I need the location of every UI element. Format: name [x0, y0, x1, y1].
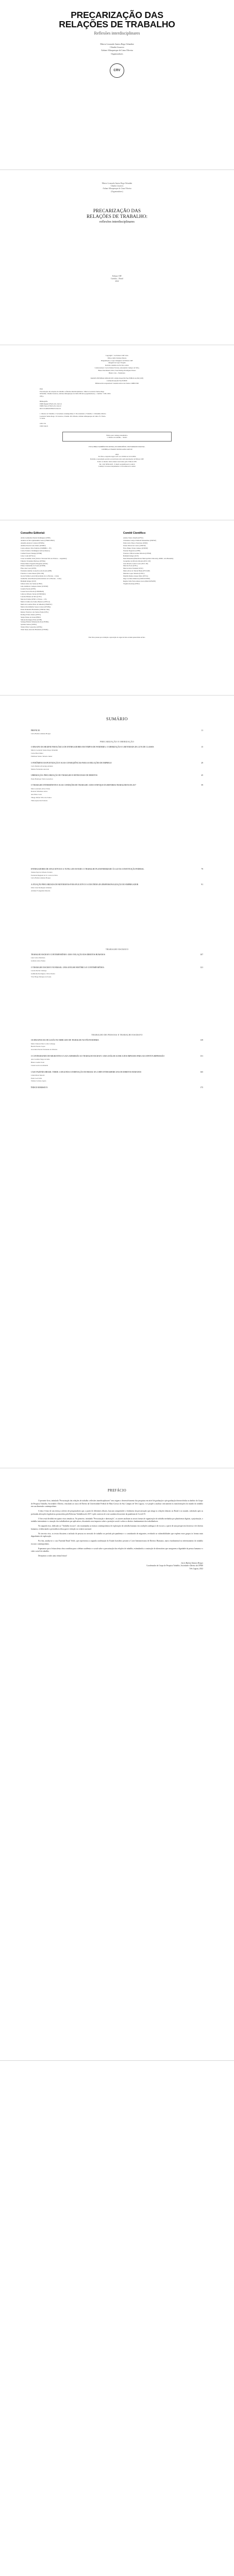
board-member: João Adalberto Campato Junior (UNESP): [21, 585, 48, 588]
toc-entry-author: Thiago Rafael Silva dos Santos: [31, 796, 52, 799]
cip-line: ISBN Físico 978-65-251-3412-9: [40, 405, 61, 408]
committee-member: Ilana Mountian (Manchester Metropolitan University, MMU, Grã-Bretanha): [123, 557, 174, 560]
board-member: Sydione Santos (UEPG): [21, 623, 37, 626]
preface-title: PREFÁCIO: [107, 1489, 127, 1493]
preface-paragraph: No terceiro eixo, os textos discutem a inclusão de pessoas no mercado de trabalho no período pós-pandemia e o contrabando de migrantes, revelando as vulnerabilidades que expõem esses grupos às formas mais degradantes de exploração.: [31, 1532, 203, 1538]
toc-entry-title: O CONTRABANDO DE MIGRANTES E A SUA SUBMISSÃO AO TRABALHO ESCRAVO: UMA ANÁLISE ACERCA DOS IMPASSES PARA SUA EFETIVA REPRESSÃO: [31, 1055, 165, 1057]
signature-role: Coordenador do Grupo de Pesquisa Trabalho, Sociedade e Direito da UFMS: [146, 1565, 203, 1567]
preface-body: [31, 1500, 203, 1558]
editorial-board-list: [21, 537, 111, 631]
catalog-heading: DADOS INTERNACIONAIS DE CATALOGAÇÃO NA PUBLICAÇÃO (CIP): [90, 377, 144, 380]
board-member: Fernando Antônio Gonçalves Alcoforado (IPB): [21, 570, 52, 572]
toc-entry-author: Roberta Valladares Alves: [31, 790, 48, 793]
board-member: Antônio Pereira Gaio Júnior (UFRRJ): [21, 544, 46, 547]
preface-page: [0, 1468, 234, 2061]
toc-entry: [31, 967, 203, 978]
toc-entry-title: ENTREGADORES DE APLICATIVOS E A TUTELA DO ESTADO: O TRABALHO PLATAFORMIZADO À LUZ DA CONSTITUIÇÃO FEDERAL: [31, 868, 144, 870]
half-title-organizer: Airlane Albuquerque de Lima Oliveira: [103, 188, 131, 190]
toc-entry-text: [31, 1039, 186, 1051]
copyright-credits: [0, 345, 234, 374]
catalog-librarian: Bibliotecária responsável: Luzenira Alves dos Santos CRB9/1506: [95, 382, 139, 384]
cip-line: CDD 344.01: [40, 425, 48, 427]
half-title-title: [0, 209, 234, 220]
toc-entry-page: 175: [200, 1087, 203, 1089]
peer-review-note: Este livro passou por avaliação e aprovação às cegas de dois ou mais pareceristas ad hoc.: [88, 636, 146, 639]
preface-paragraph: A obra é fruto de um esforço coletivo de pesquisadores que, a partir de diferentes olhares, buscam compreender o fenômeno da precarização que atinge as relações laborais no Brasil e no mundo, sobretudo após as profundas alterações legislativas promovidas pela Reforma Trabalhista de 2017 e pelo contexto de crise sanitária decorrente da pandemia de Covid-19.: [31, 1510, 203, 1515]
toc-entry-page: 91: [201, 884, 203, 886]
board-member: Andréia da Silva Quintanilha Sousa (UNIR/UFRN): [21, 539, 55, 541]
toc-entry-author: Maria Vanessa Dias Corrêa Camargo: [31, 1042, 56, 1045]
committee-member: Regina Célia Faria Amaro Giora (MACKENZIE): [123, 580, 156, 583]
board-member: Simone Rodrigues Pinto (UNB): [21, 618, 42, 621]
cip-line: Leonardo Santos Rego. II. Lissaveo, Cláudia. III. Oliveira, Airlane Albuquerque de Lima. IV. Título.: [40, 415, 106, 417]
half-title-imprint: [0, 275, 234, 283]
preface-paragraph: No segundo eixo, dedicado ao "Trabalho escravo", são examinadas as formas contemporâneas de exploração do trabalho humano em condições análogas à de escravo, a partir de uma perspectiva histórica e de direitos humanos, evidenciando a persistência dessa grave violação no cenário nacional.: [31, 1525, 203, 1530]
editorial-board-heading: Conselho Editorial:: [21, 532, 45, 535]
cip-line: CDU 331: [40, 422, 46, 425]
toc-entry-author: Carla Daniela Alvarenga Antunes: [31, 765, 53, 767]
half-title-organizer: Márcio Leonardo Santos Rego Orlandini: [102, 182, 132, 184]
toc-entry-title: O DESAFIO DA HIGIENE FISIOLÓGICA DE ENTREGADORES EM TEMPOS DE PANDEMIA: O UBERIZAÇÃO E A RETOMADA DA LUTA DE CLASSES: [31, 746, 154, 748]
cover-page: [0, 0, 234, 170]
board-member: Aldira Guimarães Duarte Domínguez (UNB): [21, 537, 51, 539]
toc-entry-text: [31, 774, 186, 780]
board-member: Marcelo Paixão (UFRJ e UTexas – US): [21, 598, 47, 600]
legal-line: Todos os direitos desta edição reservados pela: Editora CRV: [97, 460, 137, 463]
half-title-page: [0, 170, 234, 345]
scientific-committee-heading: Comitê Científico:: [123, 532, 146, 535]
toc-entry: [31, 730, 203, 735]
credit-line: Bruno Nascimento Silva, Ivan Rodrigo Rodrigues Passos: [98, 369, 136, 371]
index-line: 1. Direito do trabalho – 344.01: [107, 436, 127, 439]
signature-name: Lúcio Batista Antunes Borges: [181, 1562, 203, 1564]
toc-entry-text: [31, 1071, 186, 1083]
board-member: Carlos Federico Dominguez Avila (Unieuro): [21, 549, 50, 552]
legal-line: Conheça os nossos lançamentos: www.editoracrv.com.br: [98, 465, 136, 468]
committee-member: Érico Bruno Viana Campos (UNESP): [123, 547, 148, 549]
toc-entry-author: Lilian Maria Moretti: [31, 1074, 45, 1076]
committee-member: João Ricardo Lebert Cozac (PUC-SP): [123, 562, 148, 565]
board-member: Guillermo Arias Beatón (Universidade de La Havana – Cuba): [21, 578, 61, 580]
toc-entry-author: Tatiana Pepi de Oliveira Ferreira: [31, 871, 53, 873]
toc-entry-author: Marcos Antonio Alves Viana: [31, 787, 50, 790]
toc-entry: [31, 774, 203, 780]
toc-entry-author: Ana Carolina Veiga de Lima: [31, 1058, 50, 1061]
toc-entry-author: Ana Nísia Costa: [31, 793, 42, 796]
cip-record: [40, 388, 194, 428]
toc-entry-author: Giovanna Pereira Fernandes de Oliveira: [31, 1048, 58, 1051]
toc-entry-author: Carlos Bozi Júnior: [31, 752, 43, 754]
toc-page-break: [31, 896, 203, 943]
board-member: Francisco Carlos Duarte (PUC-PR): [21, 572, 44, 575]
scientific-committee-list: [123, 537, 213, 585]
toc-section-heading: TRABALHO ESCRAVO: [105, 947, 129, 951]
cip-line: 180 p.: [40, 395, 44, 398]
preface-paragraph: O livro está dividido em quatro eixos temáticos. No primeiro, intitulado "Precarização e uberização", os autores analisam as novas formas de organização do trabalho mediadas por plataformas digitais, a pejotização, o trabalho intermitente e a atuação dos trabalhadores por aplicativos, discutindo seus impactos sobre a proteção social e sobre os direitos fundamentais dos trabalhadores.: [31, 1517, 203, 1523]
toc-entry-text: [31, 1055, 186, 1067]
committee-member: Marcia Alves Tassinari (USU): [123, 567, 143, 570]
toc-entry-author: Júlio César Rodrigues Gimenes: [31, 887, 52, 889]
committee-member: Andrea Vieira Zanella (UFSC): [123, 537, 144, 539]
legal-line: 2022: [115, 453, 119, 455]
cover-title-line-2: RELAÇÕES DE TRABALHO: [59, 19, 175, 30]
board-member: Anselmo Alencar Colares (UFOPA): [21, 541, 44, 544]
toc-entry-text: [31, 1087, 186, 1089]
committee-member: Fauston Negreiros (UFPI): [123, 549, 141, 552]
half-title-line-2: RELAÇÕES DE TRABALHO:: [86, 214, 148, 219]
toc-entry-author: Fernanda Magnani de O. Cortes da Silva: [31, 874, 58, 876]
cover-organizer: Airlane Albuquerque de Lima Oliveira: [101, 49, 133, 52]
cip-line: Bibliografia: [40, 400, 48, 402]
board-member: Carlos Alberto Vilar Estêvão (UMINHO – PT): [21, 547, 52, 549]
legal-notice: [0, 446, 234, 468]
index-heading: Índice para catálogo sistemático: [106, 434, 128, 436]
toc-entry-author: Adrielly Evangelista Moreira: [31, 890, 51, 892]
board-member: Sérgio Nunes de Jesus (IFRO): [21, 616, 41, 618]
preface-paragraph: Esperamos que a leitura desta obra contribua para o debate acadêmico e social sobre a precarização das relações de trabalho, estimulando a construção de alternativas que assegurem a dignidade da pessoa humana e o valor social do trabalho.: [31, 1547, 203, 1553]
cip-line: ISBN Digital 978-65-251-3413-6: [40, 402, 62, 405]
preface-paragraph: O presente livro, intitulado "Precarização das relações de trabalho: reflexões interdisciplinares" tem origem o desenvolvimento das pesquisas em nível de graduação e pós-graduação desenvolvidas no âmbito do Grupo de Pesquisa Trabalho, Sociedade e Direito, vinculado ao curso de Direito da Universidade Federal de Mato Grosso do Sul, Campus de Três Lagoas, e se propõe a analisar criticamente as transformações do mundo do trabalho em sua dimensão contemporânea.: [31, 1500, 203, 1508]
toc-entry-author: Lúcio Batista Antunes Borges: [31, 733, 51, 735]
board-member: Cesar Gerónimo Tello (Univer. Nacional Três de Febrero – Argentina): [21, 557, 67, 560]
cip-line: Precarização das relações de trabalho: reflexões interdisciplinares / Márcio Leonardo Santos Rego: [40, 390, 105, 393]
council-page: [0, 520, 234, 696]
toc-entry-text: [31, 784, 186, 802]
toc-entry-page: 121: [200, 966, 203, 969]
logo-text: CRV: [113, 69, 121, 72]
toc-entry: [31, 1071, 203, 1083]
crv-logo-icon: [110, 63, 124, 78]
catalog-index-box: [62, 432, 172, 442]
toc-entry: [31, 762, 203, 771]
toc-entry-author: Tatiane Cardozo Apolo: [31, 1080, 46, 1082]
toc-entry-title: PREFÁCIO: [31, 730, 40, 732]
toc-entry-author: Paulo Henrique Vieira Gonçalves: [31, 777, 53, 780]
legal-line: CONHEÇA E BAIXE NOSSO APLICATIVO!: [101, 448, 133, 450]
toc-entry-page: 45: [201, 774, 203, 777]
board-member: Lídia de Oliveira Xavier (UNIEURO): [21, 592, 46, 595]
credit-line: Imagem de Capa: Freepik: [108, 362, 126, 364]
board-member: Solange Helena Ximenes-Rocha (UFOPA): [21, 621, 49, 623]
board-member: Leonel Severo Rocha (UNISINOS): [21, 590, 44, 593]
board-member: Carmen Tereza Velanga (UNIR): [21, 552, 42, 554]
toc-entry-author: Márcio Leonardo Santos Rego Orlandini: [31, 749, 58, 752]
city: Curitiba – Brasil: [111, 277, 123, 280]
committee-member: Olga Ceciliato Mattioli (ASSIS/UNESP): [123, 578, 151, 580]
copyright-page: [0, 345, 234, 520]
committee-member: Virgínia Kastrup (UFRJ): [123, 583, 140, 585]
committee-member: Edson Olivari de Castro (UNESP): [123, 544, 146, 547]
preface-paragraph: Por fim, analisa-se o caso Fazenda Brasil Verde, que representou a segunda condenação do Estado brasileiro perante a Corte Interamericana de Direitos Humanos, marco fundamental no enfrentamento do trabalho escravo contemporâneo.: [31, 1540, 203, 1545]
cover-organizer: Márcio Leonardo Santos Rego Orlandini: [100, 42, 134, 45]
toc-entry-author: Paulo Leal Lima: [31, 1077, 42, 1079]
toc-entry-author: Vitor Braga Marques de Souza: [31, 975, 52, 978]
toc-entry: [31, 1039, 203, 1051]
toc-section-heading: PRECARIZAÇÃO E OBERIZAÇÃO: [100, 740, 134, 743]
board-member: Lourdes Helena da Silva (UFV): [21, 595, 42, 598]
toc-entry-author: Cássia Garcia de Almeida: [31, 1064, 48, 1066]
committee-member: Marcelo Porto (UEG): [123, 565, 138, 567]
toc-section-heading: TRABALHO DE PESSOAS E TRABALHO ESCRAVO: [91, 1033, 143, 1037]
half-title-subtitle: reflexões interdisciplinares: [99, 219, 135, 224]
toc-entry-text: [31, 730, 186, 735]
toc-page-break: [31, 982, 203, 1028]
toc-entry-title: O TRABALHO ESCRAVO NO BRASIL: UMA ANÁLISE HISTÓRICA E CONTEMPORÂNEA: [31, 966, 105, 969]
toc-entry-author: Lúcio Batista Antunes Borges: [31, 877, 51, 879]
toc-entry-text: [31, 967, 186, 978]
year: 2022: [115, 280, 119, 283]
board-member: Tadeu Oliver Gonçalves (UFPA): [21, 626, 42, 629]
board-member: Josania Portela (UFPI): [21, 588, 36, 590]
toc-entry-title: A ATUAÇÃO PRECARIZADA DE MOTORISTAS POR APLICATIVO E A DOUTRINA DA DESPERSONALIZAÇÃO DO EMPREGADOR: [31, 884, 139, 886]
credit-line: Copyright © da Editora CRV Ltda.: [105, 354, 129, 357]
cover-organizers-label: Organizadores: [111, 53, 123, 56]
legal-line: Tel.: (41) 3039-6418 – E-mail: sac@editoracrv.com.br: [99, 463, 135, 465]
toc-entry-title: CASO FAZENDA BRASIL VERDE: A SEGUNDA CONDENAÇÃO DO BRASIL NA CORTE INTERAMERICANA DE DIREITOS HUMANOS: [31, 1071, 142, 1073]
signature-date: Três Lagoas, 2022: [189, 1567, 203, 1570]
cover-organizer: Cláudia Lissaveo: [110, 45, 124, 48]
toc-entry: [31, 746, 203, 758]
credit-line: Colaboradores: Lucio Dantas Tavares, Alessandra Campos da Silva,: [94, 366, 140, 369]
toc-entry: [31, 784, 203, 802]
blank-page: [0, 2061, 234, 2576]
cip-line: DOI 10.24824/978652513412.9: [40, 408, 61, 410]
toc-entry-page: 139: [200, 1039, 203, 1042]
catalog-heading-2: CATALOGAÇÃO NA FONTE: [107, 380, 127, 382]
toc-page: [0, 696, 234, 1468]
board-member: Jailson Alves dos Santos (UFRJ): [21, 583, 42, 585]
toc-entry-page: 151: [200, 1055, 203, 1057]
board-member: Maria Lília Imbiriba Sousa Colares (UFOPA): [21, 605, 51, 608]
toc-entry-page: 15: [201, 746, 203, 748]
toc-entry-text: [31, 868, 186, 880]
committee-member: Jacqueline de Oliveira Moreira (PUC-SP): [123, 560, 151, 562]
board-member: Maria de Lourdes Pinto de Almeida (UNOESC): [21, 603, 53, 605]
toc-entry-text: [31, 746, 186, 758]
toc-entry-author: Tânia Aparecida Teixeira: [31, 799, 48, 802]
toc-entry-page: 107: [200, 953, 203, 956]
toc-entry-page: 79: [201, 868, 203, 870]
toc-entry-text: [31, 884, 186, 892]
credit-line: Diagramação e Capa: Designers da Editora CRV: [101, 359, 133, 362]
cover-title-line-1: PRECARIZAÇÃO DAS: [71, 10, 163, 20]
committee-member: Christiane Carrijo Eckhardt Mouammar (UNESP): [123, 539, 156, 541]
toc-entry-author: Edmílson Santos Teixeira Junior: [31, 755, 53, 757]
board-member: Celso Conti (UFSCar): [21, 554, 36, 557]
preface-paragraph: Desejamos a todos uma ótima leitura!: [38, 1555, 67, 1557]
toc-entry-page: 29: [201, 761, 203, 764]
toc-entry-title: OS DESAFIOS DA INCLUSÃO NO MERCADO DE TRABALHO NA PÓS-PANDEMIA: [31, 1039, 99, 1042]
cover-organizers: [0, 43, 234, 56]
toc-entry-author: Gabriela Alves Nunes: [31, 959, 45, 962]
legal-line: ESTA OBRA TAMBÉM ENCONTRA-SE DISPONÍVEL EM FORMATO DIGITAL.: [89, 446, 145, 448]
board-member: Renato Francisco dos Santos Paula (UFG): [21, 611, 48, 613]
toc-entry: [31, 868, 203, 880]
toc-entry-author: Guilherme Rodrigues e Silva Pereira: [31, 972, 55, 975]
toc-page-break: [31, 806, 203, 868]
toc-entry-page: 11: [201, 730, 203, 732]
committee-member: Francisco Nilton Gomes Oliveira (UFSM): [123, 552, 152, 554]
board-member: Tania Suely Azevedo Brasileiro (UFOPA): [21, 629, 48, 631]
cip-line: 1. Direito do Trabalho 2. Sociedade contemporânea 3. Precariedade 4. Trabalho. I. Orlandini, Márcio: [40, 412, 106, 415]
publisher: Editora CRV: [112, 275, 122, 277]
cover-subtitle: Reflexões interdisciplinares: [94, 30, 140, 36]
cover-title: [0, 10, 234, 29]
toc-entry: [31, 1055, 203, 1067]
toc-entry-title: O TRABALHO INTERMITENTE E SUAS CONDIÇÕES DE TRABALHO: SOB O ENFOQUE DA REFORMA TRABALHISTA DE 2017: [31, 784, 137, 787]
toc-entry-title: TRABALHO ESCRAVO CONTEMPORÂNEO: UMA VIOLAÇÃO DOS DIREITOS HUMANOS: [31, 953, 105, 956]
toc-entry-text: [31, 954, 186, 962]
toc-entry-title: ÍNDICE REMISSIVO: [31, 1087, 48, 1089]
cip-line: P921: [40, 387, 43, 390]
toc-entry-title: O FENÔMENO DA PEJOTIZAÇÃO E SUAS CONSEQUÊNCIAS PARA AS RELAÇÕES DE EMPREGO: [31, 761, 112, 764]
toc-entry: [31, 884, 203, 892]
board-member: Eduardo Fernandes Barbosa (UFMG): [21, 560, 46, 562]
toc-body: [31, 730, 203, 1089]
credit-line: Editor-chefe: Railson Moura: [107, 357, 127, 359]
toc-entry-author: Luiz Carlos Machado: [31, 957, 45, 959]
board-member: Maria Cristina dos Santos Bezerra (UFSCar): [21, 600, 51, 603]
preface-signature: [31, 1562, 203, 1570]
cip-line: Orlandini, Cláudia Lissaveo, Airlane Albuquerque de Lima Oliveira (organizadores) – Curitiba : CRV, 2022.: [40, 393, 111, 395]
board-member: Élsio José Corá (UFFS): [21, 567, 37, 570]
toc-entry: [31, 954, 203, 962]
credit-line: Bianca Lira – Fundadora: [109, 371, 125, 374]
board-member: Elione Maria Nogueira Diogenes (UFAL): [21, 562, 48, 565]
toc-entry: [31, 1087, 203, 1089]
committee-member: Edna Lúcia Tinoco Ponciano (UERJ): [123, 541, 148, 544]
toc-title: SUMÁRIO: [106, 716, 128, 721]
toc-entry-author: Marina Fernandes Azevedo: [31, 768, 49, 770]
committee-member: Mariana Lopez Teixeira (UFSC): [123, 572, 145, 575]
legal-line: Foi feito o depósito legal conf. Lei 10.994 de 14/12/2004: [98, 455, 136, 458]
toc-entry-text: [31, 762, 186, 771]
board-member: Paulo Romualdo Hernandes (UNIFAL-MG): [21, 608, 50, 611]
committee-member: Monilly Ramos Araujo Melo (UFCG): [123, 575, 148, 578]
board-member: Helmuth Krüger (UCP): [21, 580, 37, 583]
toc-entry-author: Lorena Rocha Camargo: [31, 969, 47, 972]
catalog-header: [0, 377, 234, 384]
committee-member: Helmuth Krüger (UCP): [123, 554, 139, 557]
board-member: Gloria Fariñas León (Universidade de La Havana – Cuba): [21, 575, 59, 578]
toc-entry-author: Bianca Gomes Soler: [31, 1061, 45, 1063]
half-title-line-1: PRECARIZAÇÃO DAS: [93, 208, 141, 214]
board-member: Elizeu Clementino de Souza (UNEB): [21, 565, 45, 567]
committee-member: Maria Alves de Toledo Bruns (FFCLRP): [123, 570, 150, 572]
half-title-organizers: [0, 182, 234, 193]
toc-entry-author: Beatriz Pereira Lopes: [31, 1045, 45, 1048]
credit-line: Revisão: Analista de Escrita e Artes: [105, 364, 129, 367]
toc-entry-page: 59: [201, 784, 203, 787]
board-member: Rodrigo Pratte-Santos (UFES): [21, 613, 41, 616]
toc-entry-title: UBERIZAÇÃO: PRECARIZAÇÃO DO TRABALHO E RETROCESSO DE DIREITOS: [31, 774, 97, 777]
half-title-organizer: Cláudia Lissaveo: [110, 185, 124, 188]
cip-line: V. Série.: [40, 417, 45, 420]
half-title-organizers-label: (Organizadores): [111, 190, 123, 193]
legal-line: Proibida a reprodução parcial ou total desta obra sem autorização da Editora CRV: [90, 458, 144, 461]
toc-entry-page: 165: [200, 1071, 203, 1073]
